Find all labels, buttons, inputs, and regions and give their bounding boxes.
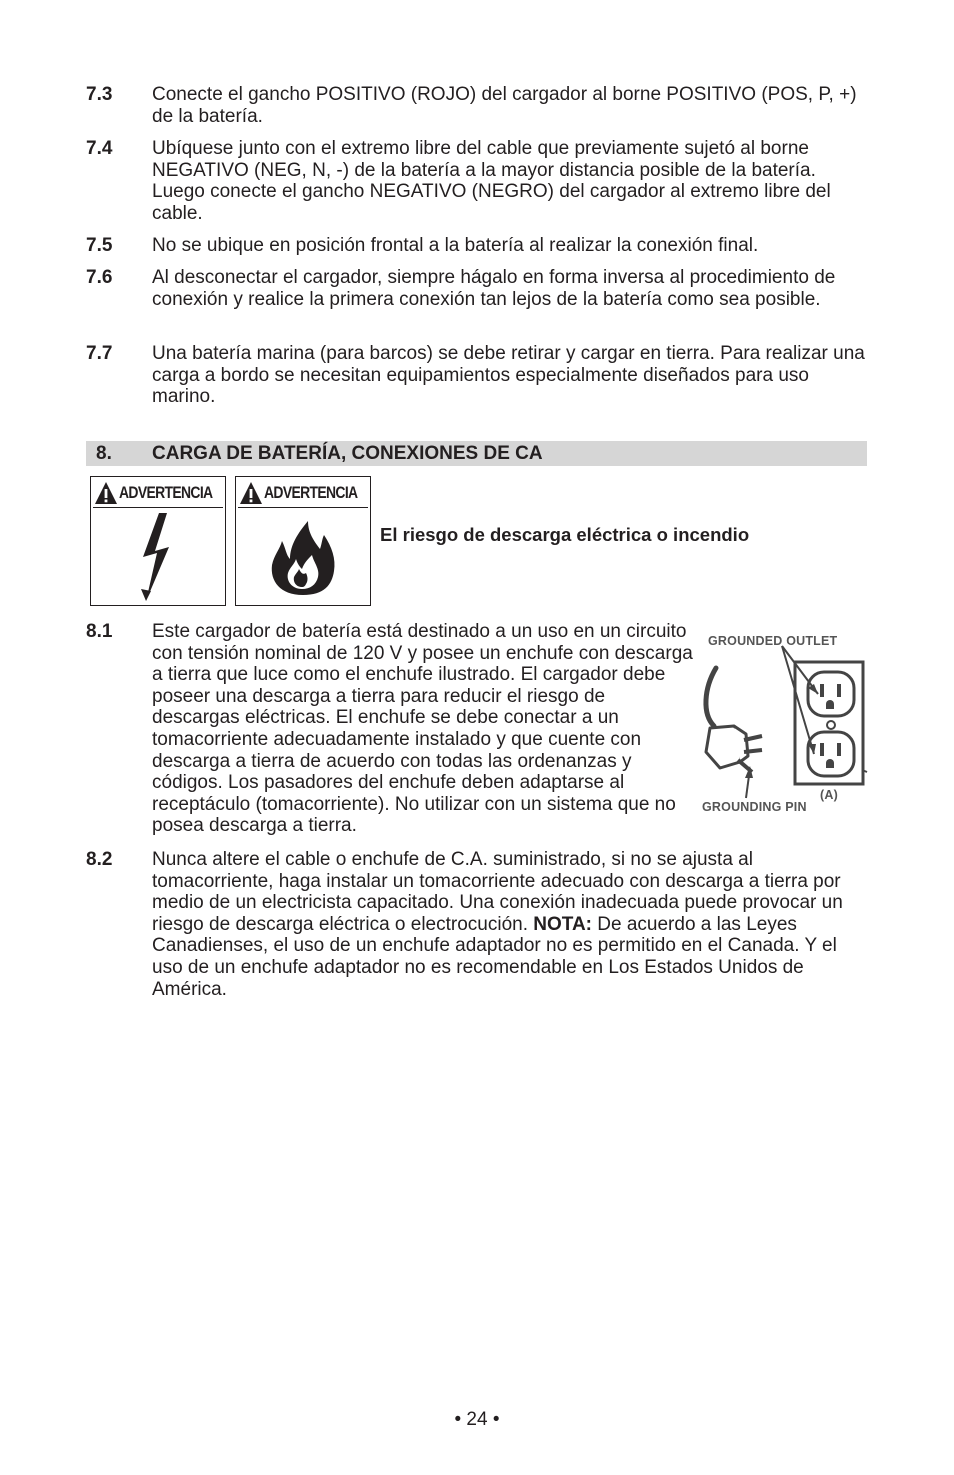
item-number: 8.2 (86, 849, 113, 870)
item-text: Conecte el gancho POSITIVO (ROJO) del cargador al borne POSITIVO (POS, P, +) de la batería. (152, 84, 857, 127)
outlet-plug-illustration (690, 628, 868, 822)
item-7-4 (86, 138, 868, 224)
item-number: 7.6 (86, 267, 113, 288)
warning-box-fire (235, 476, 371, 606)
item-number: 7.7 (86, 343, 113, 364)
risk-statement: El riesgo de descarga eléctrica o incendio (380, 524, 750, 545)
item-number: 7.5 (86, 235, 113, 256)
section-number: 8. (96, 443, 112, 464)
grounded-outlet-figure (690, 628, 868, 822)
item-7-3 (86, 84, 868, 127)
item-7-6 (86, 267, 868, 310)
item-7-7 (86, 343, 868, 408)
note-label: NOTA: (533, 913, 593, 935)
grounding-pin-label: GROUNDING PIN (702, 800, 807, 814)
figure-tag: (A) (820, 788, 838, 802)
item-text: No se ubique en posición frontal a la batería al realizar la conexión final. (152, 235, 759, 256)
item-number: 8.1 (86, 621, 113, 642)
item-text: Ubíquese junto con el extremo libre del cable que previamente sujetó al borne NEGATIVO (NEG, N, -) de la batería a la mayor distancia posible de la batería. Luego conecte el gancho NEGATIVO (NEGRO) del cargador al extremo libre del cable. (152, 138, 831, 224)
item-text: Al desconectar el cargador, siempre hágalo en forma inversa al procedimiento de conexión y realice la primera conexión tan lejos de la batería como sea posible. (152, 267, 836, 310)
item-number: 7.3 (86, 84, 113, 105)
warning-triangle-icon (94, 481, 118, 505)
warning-header (93, 479, 223, 508)
lightning-bolt-icon (91, 509, 225, 605)
item-text: Este cargador de batería está destinado a un uso en un circuito con tensión nominal de 120 V y posee un enchufe con descarga a tierra que luce como el enchufe ilustrado. El cargador debe poseer una descarga a tierra para reducir el riesgo de descargas eléctricas. El enchufe se debe conectar a un tomacorriente adecuadamente instalado y que cuente con descarga a tierra de acuerdo con todas las ordenanzas y códigos. Los pasadores del enchufe deben adaptarse al receptáculo (tomacorriente). No utilizar con un sistema que no posea descarga a tierra. (152, 621, 693, 837)
warning-triangle-icon (239, 481, 263, 505)
section-header (86, 441, 867, 466)
item-8-2 (86, 849, 868, 1000)
page-number: • 24 • (454, 1409, 500, 1430)
fire-flame-icon (236, 509, 370, 605)
grounded-outlet-label: GROUNDED OUTLET (708, 634, 838, 648)
item-number: 7.4 (86, 138, 113, 159)
section-title: CARGA DE BATERÍA, CONEXIONES DE CA (152, 443, 543, 464)
item-7-5 (86, 235, 868, 257)
warning-header (238, 479, 368, 508)
item-text: Una batería marina (para barcos) se debe retirar y cargar en tierra. Para realizar una carga a bordo se necesitan equipamientos especialmente diseñados para uso marino. (152, 343, 865, 408)
warning-label: ADVERTENCIA (264, 483, 358, 502)
warning-label: ADVERTENCIA (119, 483, 213, 502)
item-8-1 (86, 621, 696, 837)
item-text-part: Nunca altere el cable o enchufe de C.A. suministrado, si no se ajusta al tomacorriente, haga instalar un tomacorriente adecuado con descarga a tierra por medio de un electricista capacitado. Una conexión inadecuada puede provocar un riesgo de descarga eléctrica o electrocución. (152, 849, 843, 935)
item-text (152, 849, 868, 1000)
item-text-part: De acuerdo a las Leyes Canadienses, el uso de un enchufe adaptador no es permitido en el Canada. Y el uso de un enchufe adaptador no es recomendable en Los Estados Unidos de América. (152, 913, 837, 1000)
warning-box-electric (90, 476, 226, 606)
